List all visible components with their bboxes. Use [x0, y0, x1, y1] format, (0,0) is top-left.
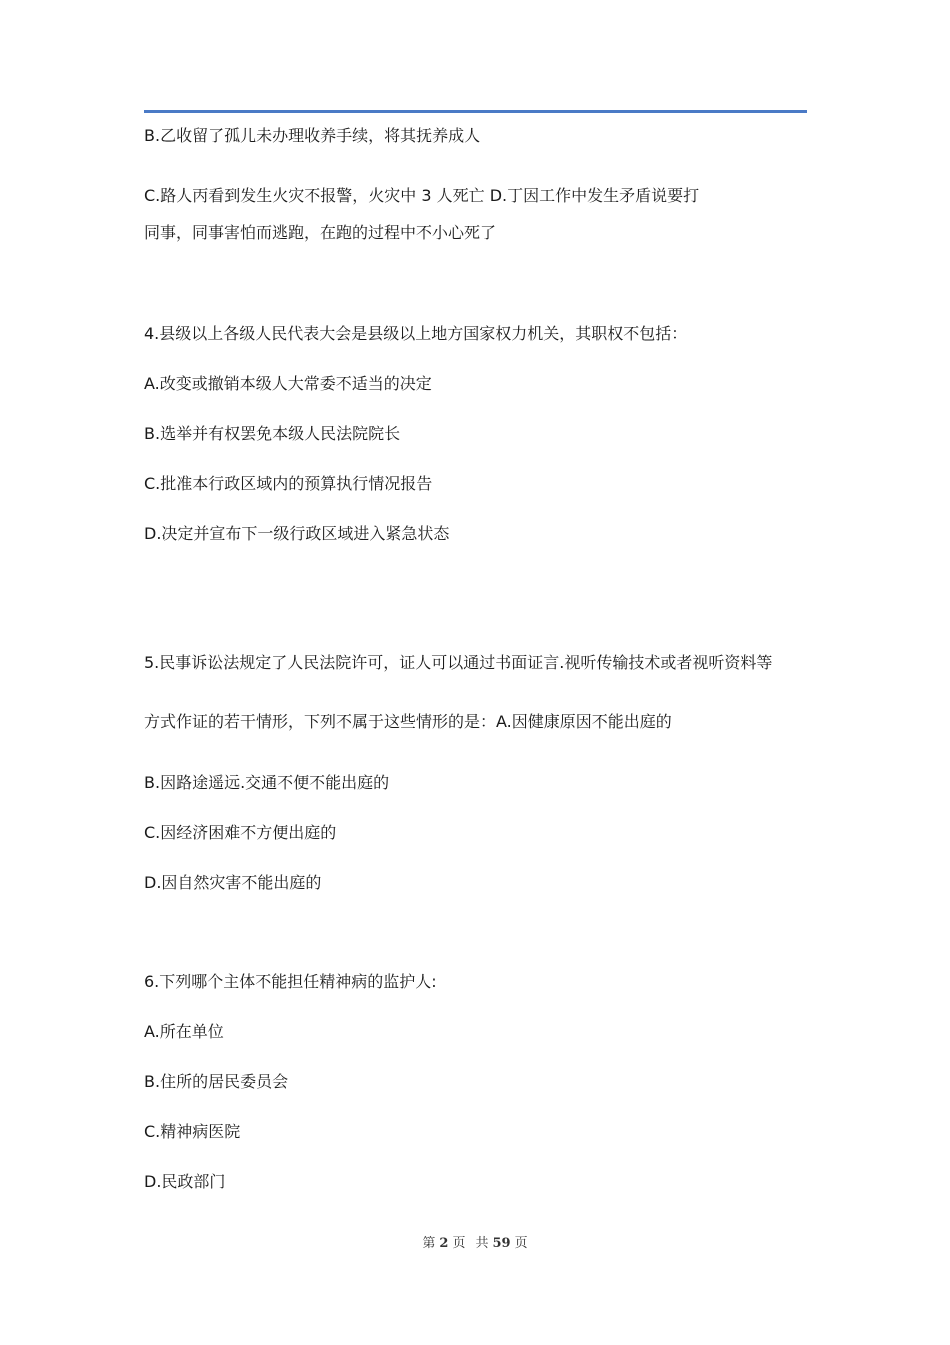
- footer-page-suffix: 页: [452, 1236, 466, 1251]
- option-c-q5: C.因经济困难不方便出庭的: [144, 823, 337, 842]
- option-d-q5: D.因自然灾害不能出庭的: [144, 873, 322, 892]
- option-a-q6: A.所在单位: [144, 1022, 224, 1041]
- option-d-q6: D.民政部门: [144, 1172, 226, 1191]
- option-c-q4: C.批准本行政区域内的预算执行情况报告: [144, 474, 433, 493]
- footer-prefix: 第: [422, 1236, 436, 1251]
- option-a-q4: A.改变或撤销本级人大常委不适当的决定: [144, 374, 432, 393]
- question-5-continued: 方式作证的若干情形，下列不属于这些情形的是：A.因健康原因不能出庭的: [144, 712, 672, 731]
- total-page-count: 59: [492, 1236, 511, 1251]
- question-4: 4.县级以上各级人民代表大会是县级以上地方国家权力机关，其职权不包括：: [144, 324, 688, 343]
- footer-total-suffix: 页: [514, 1236, 528, 1251]
- option-d-q3-continued: 同事，同事害怕而逃跑，在跑的过程中不小心死了: [144, 223, 497, 242]
- option-c-d-q3: C.路人丙看到发生火灾不报警，火灾中 3 人死亡 D.丁因工作中发生矛盾说要打: [144, 186, 700, 205]
- question-6: 6.下列哪个主体不能担任精神病的监护人:: [144, 972, 437, 991]
- option-c-q6: C.精神病医院: [144, 1122, 241, 1141]
- option-b-q4: B.选举并有权罢免本级人民法院院长: [144, 424, 401, 443]
- question-5: 5.民事诉讼法规定了人民法院许可，证人可以通过书面证言.视听传输技术或者视听资料等: [144, 653, 773, 672]
- header-rule: [144, 110, 807, 113]
- current-page-number: 2: [439, 1236, 449, 1251]
- option-b-q5: B.因路途遥远.交通不便不能出庭的: [144, 773, 390, 792]
- option-b-q3: B.乙收留了孤儿未办理收养手续，将其抚养成人: [144, 126, 481, 145]
- option-d-q4: D.决定并宣布下一级行政区域进入紧急状态: [144, 524, 450, 543]
- option-b-q6: B.住所的居民委员会: [144, 1072, 289, 1091]
- page-footer: [0, 1232, 950, 1251]
- footer-total-prefix: 共: [475, 1236, 489, 1251]
